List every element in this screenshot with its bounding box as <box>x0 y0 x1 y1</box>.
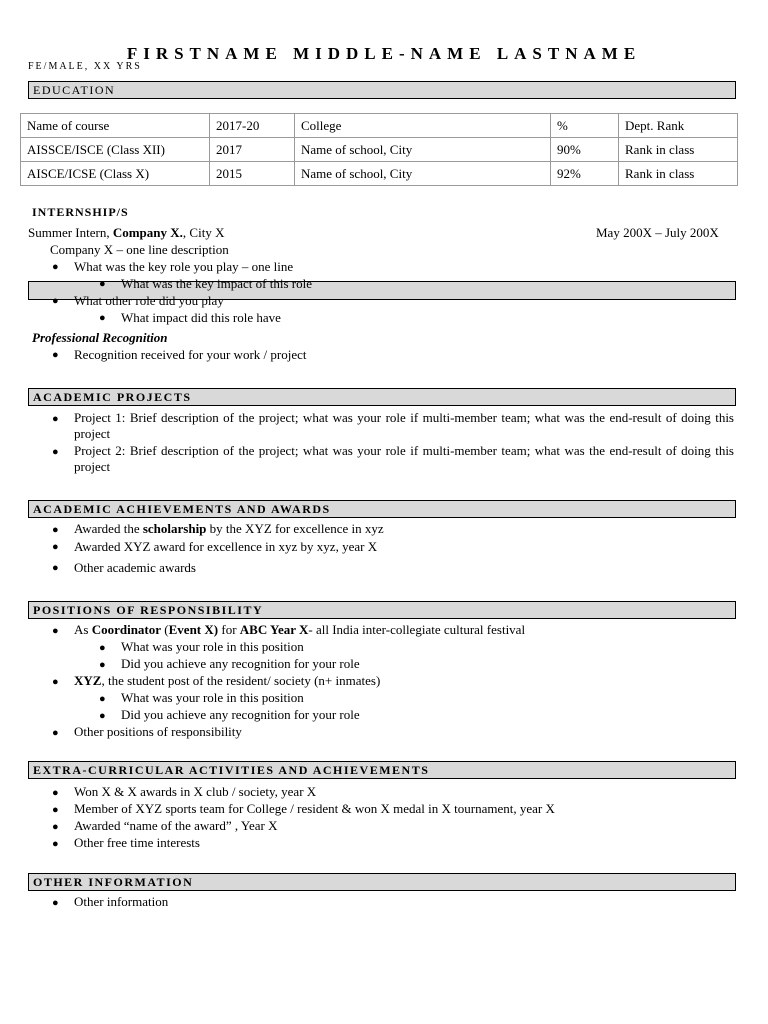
position-bold: Coordinator <box>91 622 162 637</box>
internship-city: , City X <box>182 225 225 240</box>
position-sub-item: Did you achieve any recognition for your role <box>121 707 360 722</box>
position-bold: XYZ <box>74 673 102 688</box>
section-academic-projects: ACADEMIC PROJECTS <box>28 388 736 406</box>
position-sub-item: What was your role in this position <box>121 639 304 654</box>
position-sub-item: What was your role in this position <box>121 690 304 705</box>
bullet-icon: ● <box>52 804 59 816</box>
section-education: EDUCATION <box>28 81 736 99</box>
table-row <box>21 138 738 162</box>
recognition-item: Recognition received for your work / project <box>74 347 307 362</box>
extracurricular-item: Member of XYZ sports team for College / resident & won X medal in X tournament, year X <box>74 801 555 816</box>
project-item: Project 1: Brief description of the project; what was your role if multi-member team; what was the end-result of doing this project <box>74 410 734 441</box>
achievement-text: by the XYZ for excellence in xyz <box>206 521 384 536</box>
recognition-title: Professional Recognition <box>32 330 168 345</box>
bullet-icon: ● <box>52 727 59 739</box>
section-positions: POSITIONS OF RESPONSIBILITY <box>28 601 736 619</box>
bullet-icon: ● <box>52 625 59 637</box>
project-item: Project 2: Brief description of the project; what was your role if multi-member team; what was the end-result of doing this project <box>74 443 734 474</box>
bullet-icon: ● <box>52 787 59 799</box>
table-cell: 90% <box>551 138 619 162</box>
table-cell: Name of school, City <box>295 138 551 162</box>
internship-title <box>28 225 224 241</box>
bullet-icon: ● <box>99 312 106 324</box>
position-item: Other positions of responsibility <box>74 724 242 739</box>
bullet-icon: ● <box>52 838 59 850</box>
table-header-row <box>21 114 738 138</box>
table-cell: AISCE/ICSE (Class X) <box>21 162 210 186</box>
table-cell: AISSCE/ISCE (Class XII) <box>21 138 210 162</box>
position-item <box>74 622 525 638</box>
table-cell: 2017 <box>210 138 295 162</box>
table-cell: Rank in class <box>619 138 738 162</box>
table-cell: 92% <box>551 162 619 186</box>
internship-role: Summer Intern, <box>28 225 113 240</box>
achievement-bold: scholarship <box>142 521 207 536</box>
bullet-icon: ● <box>52 295 59 307</box>
table-row <box>21 162 738 186</box>
achievement-text: Awarded the <box>74 521 143 536</box>
bullet-icon: ● <box>52 413 59 425</box>
extracurricular-item: Won X & X awards in X club / society, year X <box>74 784 317 799</box>
internship-description: Company X – one line description <box>50 242 229 257</box>
position-text: ( <box>161 622 169 637</box>
other-info-item: Other information <box>74 894 169 909</box>
bullet-icon: ● <box>52 446 59 458</box>
bullet-icon: ● <box>52 676 59 688</box>
extracurricular-item: Awarded “name of the award” , Year X <box>74 818 278 833</box>
candidate-name: FIRSTNAME MIDDLE-NAME LASTNAME <box>126 44 642 63</box>
section-extracurricular: EXTRA-CURRICULAR ACTIVITIES AND ACHIEVEMENTS <box>28 761 736 779</box>
position-text: - all India inter-collegiate cultural festival <box>308 622 526 637</box>
bullet-icon: ● <box>52 349 59 361</box>
table-cell: Dept. Rank <box>619 114 738 138</box>
bullet-icon: ● <box>52 562 59 574</box>
bullet-icon: ● <box>52 541 59 553</box>
internship-dates: May 200X – July 200X <box>596 225 719 240</box>
position-bold: ABC Year X <box>239 622 309 637</box>
bullet-icon: ● <box>99 659 106 671</box>
table-cell: Name of course <box>21 114 210 138</box>
section-achievements: ACADEMIC ACHIEVEMENTS AND AWARDS <box>28 500 736 518</box>
bullet-icon: ● <box>52 821 59 833</box>
achievement-item: Awarded XYZ award for excellence in xyz by xyz, year X <box>74 539 378 554</box>
internship-sub-bullet: What impact did this role have <box>121 310 281 325</box>
bullet-icon: ● <box>52 524 59 536</box>
table-cell: 2017-20 <box>210 114 295 138</box>
extracurricular-item: Other free time interests <box>74 835 200 850</box>
bullet-icon: ● <box>99 710 106 722</box>
position-text: , the student post of the resident/ society (n+ inmates) <box>101 673 381 688</box>
table-cell: College <box>295 114 551 138</box>
table-cell: Rank in class <box>619 162 738 186</box>
achievement-item: Other academic awards <box>74 560 196 575</box>
table-cell: % <box>551 114 619 138</box>
position-text: As <box>74 622 92 637</box>
internship-bullet: What other role did you play <box>74 293 224 308</box>
section-other-info: OTHER INFORMATION <box>28 873 736 891</box>
internship-sub-bullet: What was the key impact of this role <box>121 276 312 291</box>
gender-age: FE/MALE, XX YRS <box>28 61 142 72</box>
bullet-icon: ● <box>99 693 106 705</box>
position-sub-item: Did you achieve any recognition for your role <box>121 656 360 671</box>
table-cell: 2015 <box>210 162 295 186</box>
section-internships: INTERNSHIP/S <box>32 205 129 219</box>
internship-company: Company X. <box>112 225 183 240</box>
bullet-icon: ● <box>99 278 106 290</box>
bullet-icon: ● <box>52 897 59 909</box>
position-bold: Event X) <box>168 622 219 637</box>
education-table <box>20 113 738 186</box>
position-item <box>74 673 380 689</box>
internship-bullet: What was the key role you play – one line <box>74 259 294 274</box>
bullet-icon: ● <box>99 642 106 654</box>
achievement-item <box>74 521 384 537</box>
position-text: for <box>218 622 240 637</box>
table-cell: Name of school, City <box>295 162 551 186</box>
bullet-icon: ● <box>52 261 59 273</box>
